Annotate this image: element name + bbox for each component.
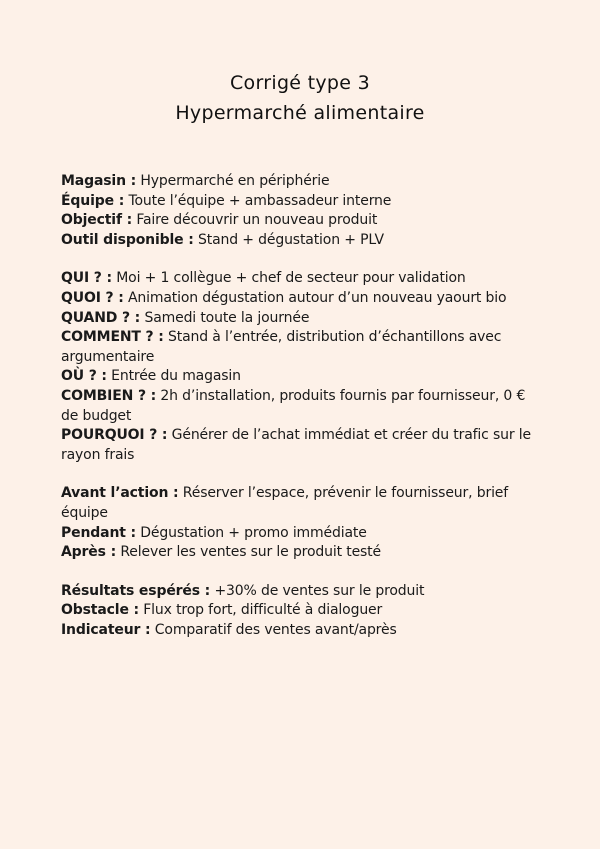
field-value: Moi + 1 collègue + chef de secteur pour validation (116, 270, 466, 287)
field-value: +30% de ventes sur le produit (214, 582, 425, 599)
field-label: Obstacle : (61, 602, 139, 619)
field-magasin (61, 172, 541, 192)
field-label: QUAND ? : (61, 309, 141, 326)
field-quoi (61, 289, 541, 309)
field-value: Animation dégustation autour d’un nouveau yaourt bio (127, 289, 507, 306)
title-line-1: Corrigé type 3 (229, 72, 371, 94)
field-obstacle (61, 601, 541, 621)
field-combien (61, 387, 541, 426)
field-objectif (61, 211, 541, 231)
field-label: Pendant : (61, 524, 136, 541)
field-label: COMMENT ? : (61, 329, 164, 346)
field-value: Comparatif des ventes avant/après (154, 621, 397, 638)
section-timeline (61, 484, 541, 562)
field-label: QUI ? : (61, 270, 112, 287)
field-quand (61, 309, 541, 329)
title-block (0, 68, 600, 128)
field-label: Indicateur : (61, 621, 151, 638)
field-label: Avant l’action : (61, 485, 179, 502)
field-label: Équipe : (61, 192, 125, 209)
field-ou (61, 367, 541, 387)
field-label: POURQUOI ? : (61, 427, 168, 444)
field-pourquoi (61, 426, 541, 465)
field-label: Après : (61, 544, 117, 561)
field-comment (61, 328, 541, 367)
field-value: Toute l’équipe + ambassadeur interne (128, 192, 392, 209)
field-value: Réserver l’espace, prévenir le fournisseur, brief équipe (61, 485, 509, 521)
content-body (61, 172, 541, 659)
field-qui (61, 269, 541, 289)
field-label: Objectif : (61, 212, 133, 229)
title-line-2: Hypermarché alimentaire (175, 102, 425, 124)
field-value: Entrée du magasin (111, 368, 241, 385)
field-value: Relever les ventes sur le produit testé (120, 544, 381, 561)
field-equipe (61, 192, 541, 212)
field-pendant (61, 524, 541, 544)
field-label: QUOI ? : (61, 289, 124, 306)
field-apres (61, 543, 541, 563)
field-label: Résultats espérés : (61, 582, 211, 599)
field-value: Générer de l’achat immédiat et créer du trafic sur le rayon frais (61, 427, 531, 463)
field-avant (61, 484, 541, 523)
field-value: 2h d’installation, produits fournis par fournisseur, 0 € de budget (61, 387, 526, 424)
field-label: COMBIEN ? : (61, 387, 157, 404)
field-value: Dégustation + promo immédiate (140, 524, 367, 541)
field-resultats (61, 582, 541, 602)
field-value: Faire découvrir un nouveau produit (136, 212, 378, 229)
field-value: Samedi toute la journée (144, 309, 310, 326)
section-qqoqccp (61, 269, 541, 465)
field-indicateur (61, 621, 541, 641)
field-label: Outil disponible : (61, 231, 194, 248)
field-outil (61, 231, 541, 251)
field-value: Flux trop fort, difficulté à dialoguer (143, 602, 383, 619)
field-value: Stand + dégustation + PLV (198, 231, 384, 248)
section-store-info (61, 172, 541, 250)
field-label: OÙ ? : (61, 368, 107, 385)
field-value: Stand à l’entrée, distribution d’échantillons avec argumentaire (61, 329, 502, 365)
section-results (61, 582, 541, 641)
field-label: Magasin : (61, 173, 137, 189)
field-value: Hypermarché en périphérie (140, 173, 330, 189)
